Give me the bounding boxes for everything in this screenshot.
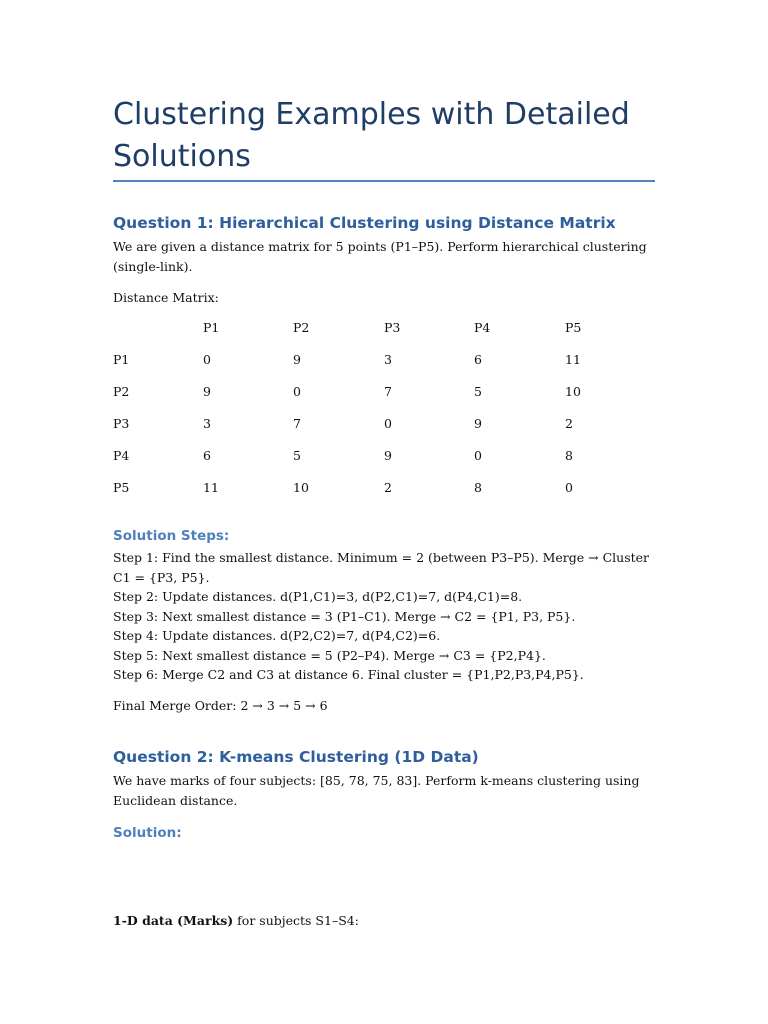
matrix-cell: 3	[203, 416, 211, 431]
matrix-col-header: P3	[384, 320, 401, 335]
matrix-col-header: P4	[474, 320, 491, 335]
matrix-row	[113, 416, 658, 436]
matrix-cell: 8	[565, 448, 573, 463]
solution-step: Step 1: Find the smallest distance. Minimum = 2 (between P3–P5). Merge → Cluster C1 = {P3, P5}.	[113, 550, 650, 585]
matrix-cell: 0	[474, 448, 482, 463]
solution-step: Step 3: Next smallest distance = 3 (P1–C1). Merge → C2 = {P1, P3, P5}.	[113, 608, 576, 624]
matrix-col-header: P5	[565, 320, 582, 335]
matrix-cell: 11	[565, 352, 581, 367]
question-1-heading: Question 1: Hierarchical Clustering using Distance Matrix	[113, 214, 616, 232]
page-title: Clustering Examples with Detailed Solutions	[113, 97, 630, 174]
matrix-cell: 0	[293, 384, 301, 399]
data-description	[113, 911, 658, 931]
matrix-cell: 0	[384, 416, 392, 431]
question-2-heading: Question 2: K-means Clustering (1D Data)	[113, 748, 479, 766]
matrix-cell: 2	[565, 416, 573, 431]
solution-step: Step 2: Update distances. d(P1,C1)=3, d(P2,C1)=7, d(P4,C1)=8.	[113, 589, 523, 604]
matrix-row-label: P2	[113, 384, 130, 399]
matrix-cell: 5	[293, 448, 301, 463]
question-1-intro: We are given a distance matrix for 5 points (P1–P5). Perform hierarchical clustering (single-link).	[113, 239, 647, 274]
matrix-cell: 2	[384, 480, 392, 495]
title-underline	[113, 180, 655, 182]
matrix-cell: 10	[293, 480, 309, 495]
data-label-rest: for subjects S1–S4:	[233, 913, 359, 928]
matrix-cell: 0	[203, 352, 211, 367]
matrix-cell: 6	[474, 352, 482, 367]
question-2-intro: We have marks of four subjects: [85, 78, 75, 83]. Perform k-means clustering using Euclidean distance.	[113, 773, 640, 808]
matrix-header-row	[113, 320, 658, 340]
matrix-cell: 9	[293, 352, 301, 367]
solution-step: Step 4: Update distances. d(P2,C2)=7, d(P4,C2)=6.	[113, 628, 441, 643]
solution-steps-list	[113, 548, 658, 685]
matrix-cell: 3	[384, 352, 392, 367]
final-merge-order: Final Merge Order: 2 → 3 → 5 → 6	[113, 698, 328, 713]
matrix-cell: 11	[203, 480, 219, 495]
matrix-cell: 9	[203, 384, 211, 399]
matrix-row-label: P3	[113, 416, 130, 431]
matrix-row-label: P4	[113, 448, 130, 463]
matrix-row	[113, 480, 658, 500]
solution-heading: Solution:	[113, 825, 182, 841]
matrix-row	[113, 384, 658, 404]
matrix-cell: 7	[384, 384, 392, 399]
matrix-row	[113, 352, 658, 372]
solution-step: Step 6: Merge C2 and C3 at distance 6. Final cluster = {P1,P2,P3,P4,P5}.	[113, 667, 584, 682]
matrix-cell: 9	[474, 416, 482, 431]
matrix-cell: 0	[565, 480, 573, 495]
matrix-cell: 8	[474, 480, 482, 495]
matrix-col-header: P1	[203, 320, 220, 335]
matrix-label: Distance Matrix:	[113, 290, 219, 305]
matrix-cell: 9	[384, 448, 392, 463]
data-label-bold: 1-D data (Marks)	[113, 913, 234, 928]
matrix-col-header: P2	[293, 320, 310, 335]
solution-steps-heading: Solution Steps:	[113, 528, 230, 544]
matrix-cell: 5	[474, 384, 482, 399]
matrix-cell: 7	[293, 416, 301, 431]
matrix-cell: 6	[203, 448, 211, 463]
matrix-row-label: P5	[113, 480, 130, 495]
matrix-cell: 10	[565, 384, 581, 399]
matrix-row	[113, 448, 658, 468]
solution-step: Step 5: Next smallest distance = 5 (P2–P4). Merge → C3 = {P2,P4}.	[113, 647, 546, 663]
matrix-row-label: P1	[113, 352, 130, 367]
